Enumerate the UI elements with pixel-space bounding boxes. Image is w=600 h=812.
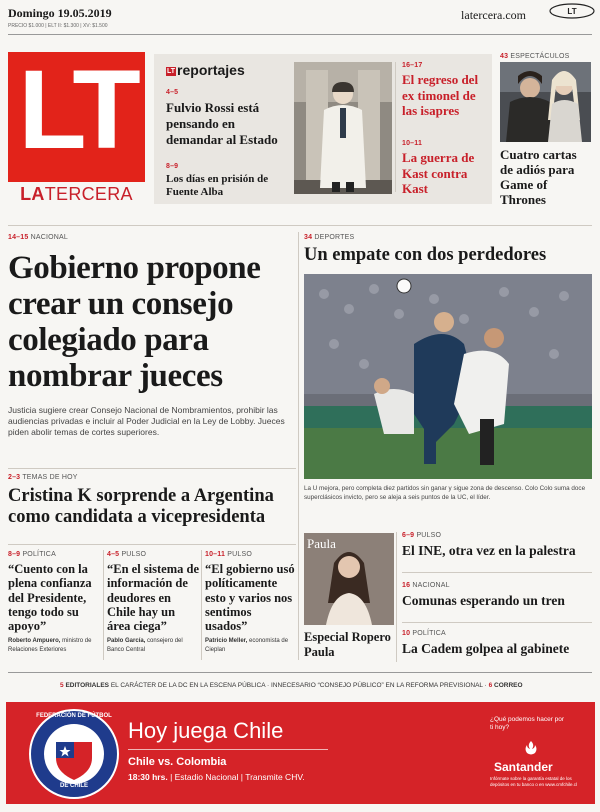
editorial-strip: 5 EDITORIALES EL CARÁCTER DE LA DC EN LA ESCENA PÚBLICA · INNECESARIO “CONSEJO PÚBLICO” EN LA REFORMA PREVISIONAL · 6 CORREO xyxy=(60,682,523,689)
sponsor-name: Santander xyxy=(494,760,553,774)
reportaje-headline[interactable]: El regreso del ex timonel de las isapres xyxy=(402,72,479,118)
badge-bottom-text: DE CHILE xyxy=(59,783,88,789)
game-of-thrones-photo xyxy=(500,62,591,142)
ad-match: Chile vs. Colombia xyxy=(128,756,227,768)
site-url[interactable]: latercera.com xyxy=(461,8,526,22)
main-lead: Justicia sugiere crear Consejo Nacional de Nombramientos, prohibir las audiencias privadas e incluir al Poder Judicial en la Ley de Lobby. Jueces piden abolir temas de cortes superiores. xyxy=(8,405,285,437)
quote-text[interactable]: “Cuento con la plena confianza del Presidente, tengo todo su apoyo” xyxy=(8,562,92,634)
kicker: 4–5 PULSO xyxy=(107,551,147,558)
sponsor-question: ¿Qué podemos hacer por ti hoy? xyxy=(490,716,565,731)
watermark-logo xyxy=(548,2,596,20)
quote-text[interactable]: “En el sistema de información de deudores en Chile hay un área ciega” xyxy=(107,562,200,634)
masthead-logo: LT xyxy=(18,47,135,172)
ad-title: Hoy juega Chile xyxy=(128,718,284,743)
kicker: 10 POLÍTICA xyxy=(402,630,446,637)
paula-headline[interactable]: Especial Ropero Paula xyxy=(304,630,391,659)
quote-byline: Roberto Ampuero, ministro de Relaciones Exteriores xyxy=(8,638,92,653)
masthead-wordmark: LATERCERA xyxy=(20,184,133,204)
sponsor-note: Infórmate sobre la garantía estatal de los depósitos en tu banco o en www.cmfchile.cl xyxy=(490,776,578,787)
quote-text[interactable]: “El gobierno usó políticamente esto y varios nos sentimos usados” xyxy=(205,562,295,634)
kicker: 8–9 xyxy=(166,163,179,170)
reportajes-label: LT reportajes xyxy=(167,62,245,78)
kicker: 2–3 TEMAS DE HOY xyxy=(8,474,78,481)
santander-flame-icon xyxy=(523,740,539,756)
reportaje-headline[interactable]: Fulvio Rossi está pensando en demandar al Estado xyxy=(166,100,278,147)
issue-date: Domingo 19.05.2019 xyxy=(8,6,112,20)
kicker: 43 ESPECTÁCULOS xyxy=(500,53,570,60)
quote-byline: Patricio Meller, economista de Cieplan xyxy=(205,638,289,653)
brief-headline[interactable]: El INE, otra vez en la palestra xyxy=(402,543,576,558)
kicker: 10–11 xyxy=(402,140,423,147)
kicker: 6–9 PULSO xyxy=(402,532,442,539)
kicker: 8–9 POLÍTICA xyxy=(8,551,56,558)
reportajes-mark-icon: LT xyxy=(167,67,176,75)
kicker: 10–11 PULSO xyxy=(205,551,252,558)
brief-headline[interactable]: La Cadem golpea al gabinete xyxy=(402,641,570,656)
doctor-photo xyxy=(294,62,392,194)
deportes-headline[interactable]: Un empate con dos perdedores xyxy=(304,245,547,265)
espectaculos-headline[interactable]: Cuatro cartas de adiós para Game of Thrones xyxy=(500,147,577,207)
paula-tag: Paula xyxy=(307,536,336,551)
kicker: 16–17 xyxy=(402,62,423,69)
badge-top-text: FEDERACIÓN DE FÚTBOL xyxy=(36,713,112,719)
kicker: 4–5 xyxy=(166,89,179,96)
kicker: 16 NACIONAL xyxy=(402,582,450,589)
svg-text:LT: LT xyxy=(567,7,577,16)
ad-details: 18:30 hrs. | Estadio Nacional | Transmite CHV. xyxy=(128,772,305,782)
brief-headline[interactable]: Comunas esperando un tren xyxy=(402,593,565,608)
reportaje-headline[interactable]: La guerra de Kast contra Kast xyxy=(402,150,475,196)
cristina-headline[interactable]: Cristina K sorprende a Argentina como candidata a vicepresidenta xyxy=(8,486,274,527)
main-headline[interactable]: Gobierno propone crear un consejo colegiado para nombrar jueces xyxy=(8,250,261,394)
football-match-photo xyxy=(304,274,592,479)
kicker: 14–15 NACIONAL xyxy=(8,234,69,241)
deportes-caption: La U mejora, pero completa diez partidos sin ganar y sigue zona de descenso. Colo Colo suma doce superclásicos invicto, pero se aleja a seis puntos de la UC, el líder. xyxy=(304,485,586,501)
chile-match-ad[interactable] xyxy=(6,702,595,804)
kicker: 34 DEPORTES xyxy=(304,234,355,241)
quote-byline: Pablo García, consejero del Banco Central xyxy=(107,638,183,653)
reportaje-headline[interactable]: Los días en prisión de Fuente Alba xyxy=(166,173,269,198)
price-line: PRECIO $1.000 | ELT II: $1.300 | XV: $1.500 xyxy=(8,23,108,29)
